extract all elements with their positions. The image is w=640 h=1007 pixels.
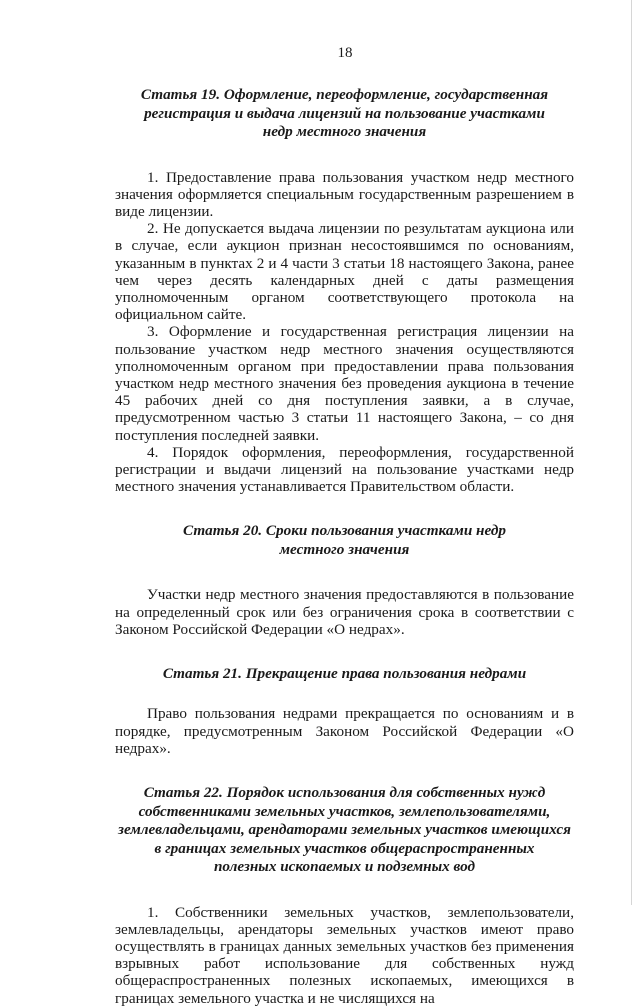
article-19 — [115, 86, 574, 495]
paragraph: 1. Собственники земельных участков, землепользователи, землевладельцы, арендаторы земельных участков имеют право осуществлять в границах данных земельных участков без применения взрывных работ использование для собственных нужд общераспространенных полезных ископаемых, имеющихся в границах земельного участка и не числящихся на — [115, 903, 574, 1007]
paragraph: 1. Предоставление права пользования участком недр местного значения оформляется специальным государственным разрешением в виде лицензии. — [115, 168, 574, 220]
heading-line: регистрация и выдача лицензий на пользование участками — [144, 104, 545, 122]
page-edge — [631, 0, 632, 905]
paragraph: 4. Порядок оформления, переоформления, государственной регистрации и выдачи лицензий на пользование участками недр местного значения устанавливается Правительством области. — [115, 443, 574, 496]
paragraph: 2. Не допускается выдача лицензии по результатам аукциона или в случае, если аукцион признан несостоявшимся по основаниям, указанным в пунктах 2 и 4 части 3 статьи 18 настоящего Закона, ранее чем через десять календарных дней с даты размещения уполномоченным органом соответствующего протокола на официальном сайте. — [115, 220, 574, 324]
article-21-heading — [115, 665, 574, 684]
article-20 — [115, 522, 574, 638]
heading-line: собственниками земельных участков, землепользователями, — [138, 802, 551, 820]
paragraph: Право пользования недрами прекращается по основаниям и в порядке, предусмотренным Законом Российской Федерации «О недрах». — [115, 705, 574, 757]
heading-line: в границах земельных участков общераспространенных — [154, 839, 535, 857]
article-22 — [115, 784, 574, 1007]
paragraph: Участки недр местного значения предоставляются в пользование на определенный срок или без ограничения срока в соответствии с Законом Российской Федерации «О недрах». — [115, 586, 574, 638]
article-19-heading — [115, 86, 574, 142]
heading-line: Статья 21. Прекращение права пользования недрами — [162, 664, 527, 682]
page-number: 18 — [337, 45, 353, 61]
heading-line: Статья 22. Порядок использования для собственных нужд — [143, 784, 546, 802]
document-body — [115, 86, 574, 1007]
article-21 — [115, 665, 574, 757]
heading-line: Статья 20. Сроки пользования участками недр — [182, 522, 506, 540]
heading-line: местного значения — [279, 540, 410, 558]
article-20-heading — [115, 522, 574, 559]
heading-line: Статья 19. Оформление, переоформление, государственная — [140, 86, 549, 103]
heading-line: полезных ископаемых и подземных вод — [213, 858, 476, 876]
heading-line: недр местного значения — [262, 123, 427, 140]
paragraph: 3. Оформление и государственная регистрация лицензии на пользование участком недр местного значения осуществляются уполномоченным органом при предоставлении права пользования участком недр местного значения без проведения аукциона в течение 45 рабочих дней со дня поступления заявки, а в случае, предусмотренном частью 3 статьи 11 настоящего Закона, – со дня поступления последней заявки. — [115, 323, 574, 444]
heading-line: землевладельцами, арендаторами земельных участков имеющихся — [118, 821, 571, 839]
article-22-heading — [115, 784, 574, 877]
